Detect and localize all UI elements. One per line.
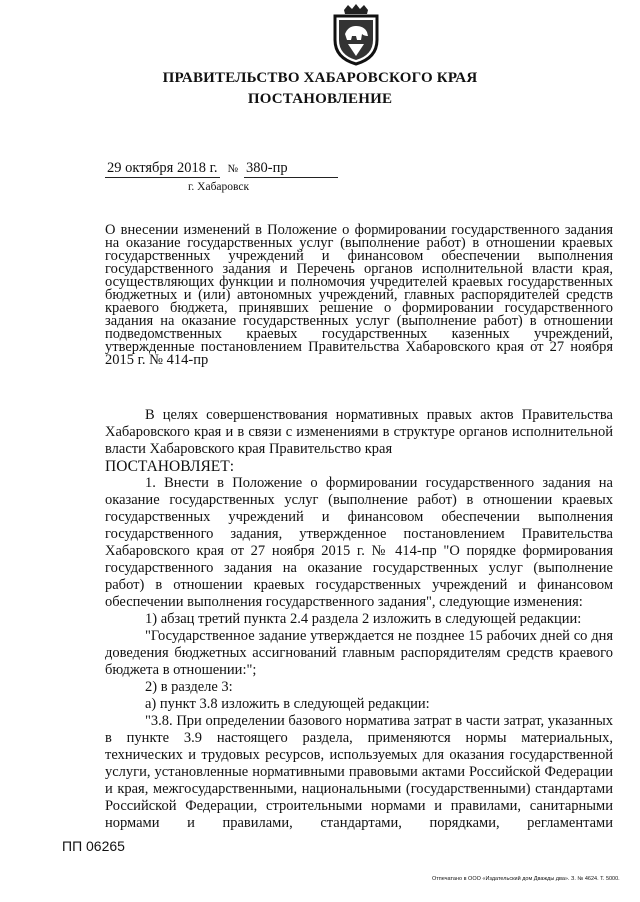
document-number: 380-пр xyxy=(244,160,338,178)
item-1-2a: а) пункт 3.8 изложить в следующей редакции: xyxy=(145,696,430,712)
item-1-2: 2) в разделе 3: xyxy=(145,679,233,695)
document-type: ПОСТАНОВЛЕНИЕ xyxy=(247,91,393,107)
printer-note: Отпечатано в ООО «Издательский дом Дважды два». З. № 4624. Т. 5000. xyxy=(432,876,620,882)
document-code: ПП 06265 xyxy=(62,838,125,854)
document-title: О внесении изменений в Положение о формировании государственного задания на оказание государственных услуг (выполнение работ) в отношении краевых государственных учреждений и финансовом обеспечении выполнения государственного задания и Перечень органов исполнительной власти края, осуществляющих функции и полномочия учредителей краевых государственных бюджетных и (или) автономных учреждений, главных распорядителей средств краевого бюджета, принявших решение о формировании государственного задания на оказание государственных услуг (выполнение работ) в отношении подведомственных краевых государственных казенных учреждений, утвержденные постановлением Правительства Хабаровского края от 27 ноября 2015 г. № 414-пр xyxy=(105,222,613,368)
date-number-line xyxy=(105,160,338,178)
coat-of-arms-icon xyxy=(330,4,382,66)
number-sign: № xyxy=(227,163,239,175)
city: г. Хабаровск xyxy=(188,181,250,193)
item-1: 1. Внести в Положение о формировании государственного задания на оказание государственных услуг (выполнение работ) в отношении краевых государственных учреждений и финансовом обеспечении выполнения государственного задания, утвержденное постановлением Правительства Хабаровского края от 27 ноября 2015 г. № 414-пр "О порядке формирования государственного задания на оказание государственных услуг (выполнение работ) в отношении краевых государственных учреждений и финансовом обеспечении выполнения государственного задания", следующие изменения: xyxy=(105,475,613,610)
quote-2: "3.8. При определении базового норматива затрат в части затрат, указанных в пункте 3.9 настоящего раздела, применяются нормы материальных, технических и трудовых ресурсов, используемых для оказания государственной услуги, установленные нормативными правовыми актами Российской Федерации и края, межгосударственными, национальными (государственными) стандартами Российской Федерации, строительными нормами и правилами, санитарными нормами и правилами, стандартами, порядками, регламентами xyxy=(105,713,613,831)
decree-word: ПОСТАНОВЛЯЕТ: xyxy=(105,458,235,475)
item-1-1: 1) абзац третий пункта 2.4 раздела 2 изложить в следующей редакции: xyxy=(145,611,582,627)
document-date: 29 октября 2018 г. xyxy=(107,160,218,176)
government-name: ПРАВИТЕЛЬСТВО ХАБАРОВСКОГО КРАЯ xyxy=(162,70,478,86)
quote-1: "Государственное задание утверждается не позднее 15 рабочих дней со дня доведения бюджетных ассигнований главным распорядителям средств краевого бюджета в отношении:"; xyxy=(105,628,613,678)
document-body xyxy=(105,407,613,832)
preamble: В целях совершенствования нормативных правых актов Правительства Хабаровского края и в связи с изменениями в структуре органов исполнительной власти Хабаровского края Правительство края xyxy=(105,407,613,457)
